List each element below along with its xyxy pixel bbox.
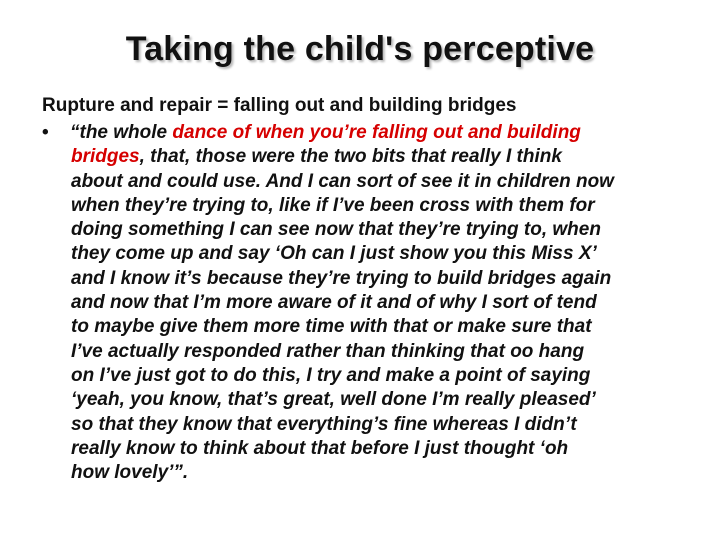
bullet-icon: • <box>42 122 49 143</box>
quote-line: to maybe give them more time with that or make sure that <box>71 316 592 338</box>
quote-highlight: bridges <box>71 146 140 168</box>
quote-line-rest: , that, those were the two bits that really I think <box>139 146 562 168</box>
slide-title: Taking the child's perceptive <box>125 30 595 68</box>
quote-line: when they’re trying to, like if I’ve been cross with them for <box>71 194 595 216</box>
quote-text <box>71 121 691 485</box>
quote-highlight: dance of when you’re falling out and building <box>172 122 581 143</box>
quote-line: and I know it’s because they’re trying to build bridges again <box>71 267 612 289</box>
quote-line <box>70 121 691 145</box>
quote-line: how lovely’”. <box>71 462 189 484</box>
quote-line: on I’ve just got to do this, I try and make a point of saying <box>71 364 591 386</box>
slide-subtitle: Rupture and repair = falling out and building bridges <box>42 95 517 116</box>
quote-line <box>71 145 691 169</box>
quote-line: they come up and say ‘Oh can I just show you this Miss X’ <box>71 243 597 265</box>
quote-line: so that they know that everything’s fine whereas I didn’t <box>71 413 577 435</box>
quote-line: I’ve actually responded rather than thinking that oo hang <box>71 340 585 362</box>
quote-line: really know to think about that before I just thought ‘oh <box>71 437 569 459</box>
quote-line: ‘yeah, you know, that’s great, well done I’m really pleased’ <box>71 389 596 411</box>
quote-line: doing something I can see now that they’re trying to, when <box>71 219 601 241</box>
quote-line: about and could use. And I can sort of see it in children now <box>71 170 614 192</box>
quote-line: and now that I’m more aware of it and of why I sort of tend <box>71 292 597 314</box>
quote-line-start: “the whole <box>70 122 173 143</box>
